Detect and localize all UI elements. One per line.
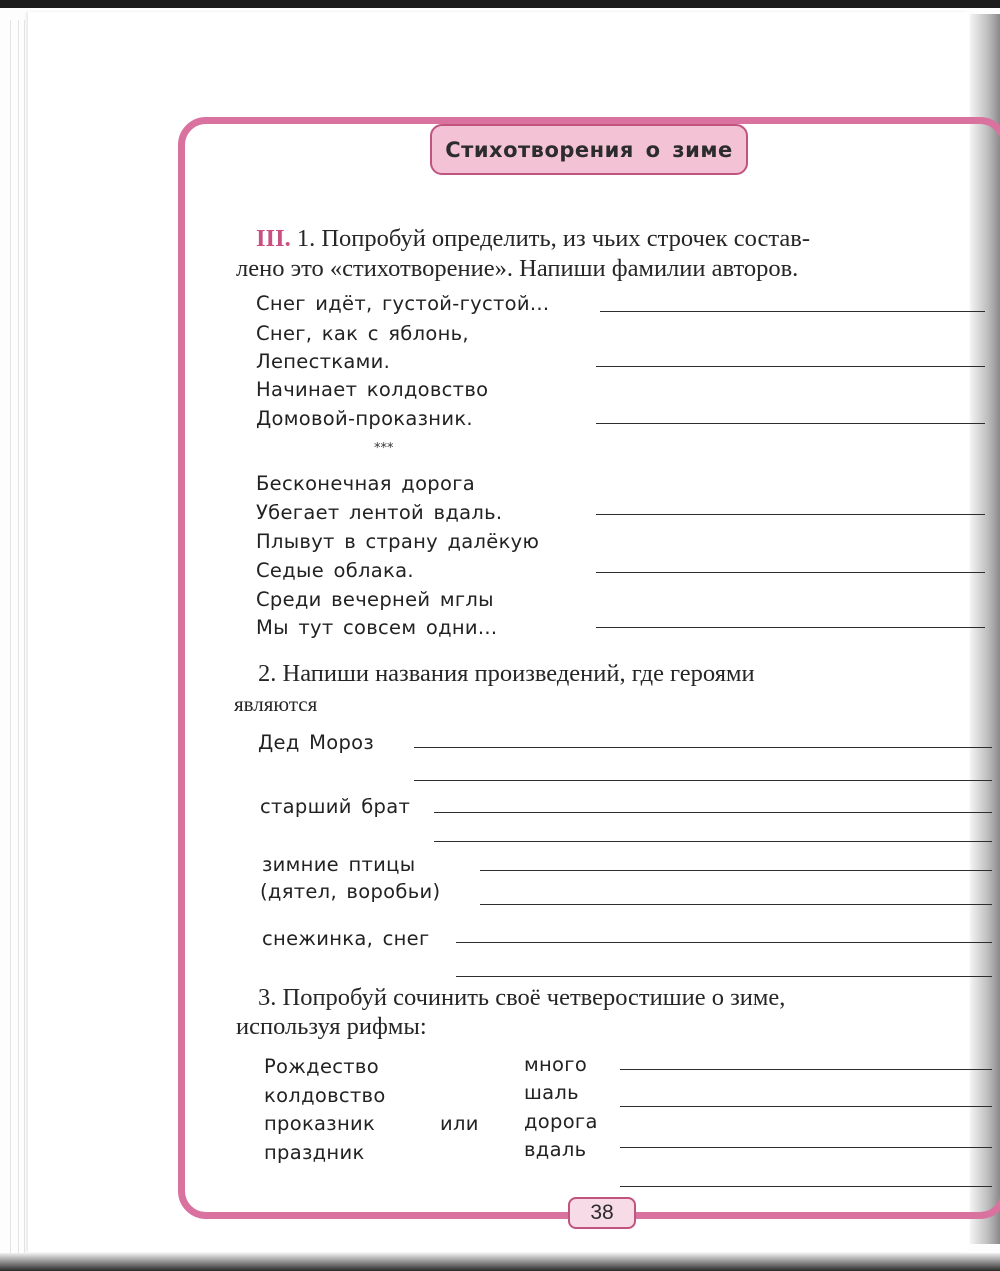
quatrain-answer-line[interactable] [620,1186,992,1187]
rhyme-word-right: шаль [524,1081,579,1104]
poem1-line: Начинает колдовство [256,378,489,401]
task3-prompt-line1: 3. Попробуй сочинить своё четверостишие о зиме, [258,984,786,1011]
work-title-answer-line[interactable] [456,976,992,977]
poem1-line: Домовой-проказник. [256,407,473,430]
rhyme-word-left: колдовство [264,1084,386,1107]
rhyme-word-right: дорога [524,1110,598,1133]
poem2-line: Плывут в страну далёкую [256,530,540,553]
section-numeral: III. [256,225,291,252]
author-answer-line[interactable] [596,366,985,367]
author-answer-line[interactable] [596,572,985,573]
hero-label: старший брат [260,795,411,818]
page-bottom-shadow [0,1253,1000,1271]
page-title: Стихотворения о зиме [430,124,748,175]
author-answer-line[interactable] [596,514,985,515]
quatrain-answer-line[interactable] [620,1069,992,1070]
poem2-line: Среди вечерней мглы [256,588,494,611]
poem-separator: *** [374,441,394,456]
task2-prompt-line1: 2. Напиши названия произведений, где героями [258,660,755,687]
hero-label: (дятел, воробьи) [260,880,441,903]
task1-prompt-text: 1. Попробуй определить, из чьих строчек состав- [296,225,810,252]
quatrain-answer-line[interactable] [620,1106,992,1107]
poem1-line: Снег идёт, густой-густой... [256,292,550,315]
author-answer-line[interactable] [600,311,985,312]
page-number: 38 [568,1197,636,1229]
rhyme-connector: или [440,1112,479,1135]
poem2-line: Мы тут совсем одни... [256,616,498,639]
rhyme-word-right: вдаль [524,1138,587,1161]
work-title-answer-line[interactable] [480,904,992,905]
hero-label: Дед Мороз [258,731,375,754]
page-stack-edge [24,20,25,1261]
work-title-answer-line[interactable] [434,812,992,813]
work-title-answer-line[interactable] [414,780,992,781]
work-title-answer-line[interactable] [480,870,992,871]
poem1-line: Снег, как с яблонь, [256,322,469,345]
task1-prompt-line2: лено это «стихотворение». Напиши фамилии авторов. [236,255,799,282]
page-stack-edge [10,20,11,1261]
rhyme-word-left: проказник [264,1112,376,1135]
task2-prompt-line2: являются [234,692,318,716]
poem2-line: Убегает лентой вдаль. [256,501,503,524]
poem2-line: Бесконечная дорога [256,472,476,495]
hero-label: снежинка, снег [262,927,430,950]
author-answer-line[interactable] [596,627,985,628]
page-stack-edge [18,20,19,1261]
rhyme-word-right: много [524,1053,588,1076]
work-title-answer-line[interactable] [434,841,992,842]
hero-label: зимние птицы [262,853,416,876]
task3-prompt-line2: используя рифмы: [236,1013,427,1040]
work-title-answer-line[interactable] [456,942,992,943]
rhyme-word-left: праздник [264,1141,365,1164]
work-title-answer-line[interactable] [414,747,992,748]
author-answer-line[interactable] [596,423,985,424]
rhyme-word-left: Рождество [264,1055,379,1078]
poem2-line: Седые облака. [256,559,414,582]
task1-prompt-line1 [256,225,810,253]
quatrain-answer-line[interactable] [620,1147,992,1148]
poem1-line: Лепестками. [256,350,391,373]
